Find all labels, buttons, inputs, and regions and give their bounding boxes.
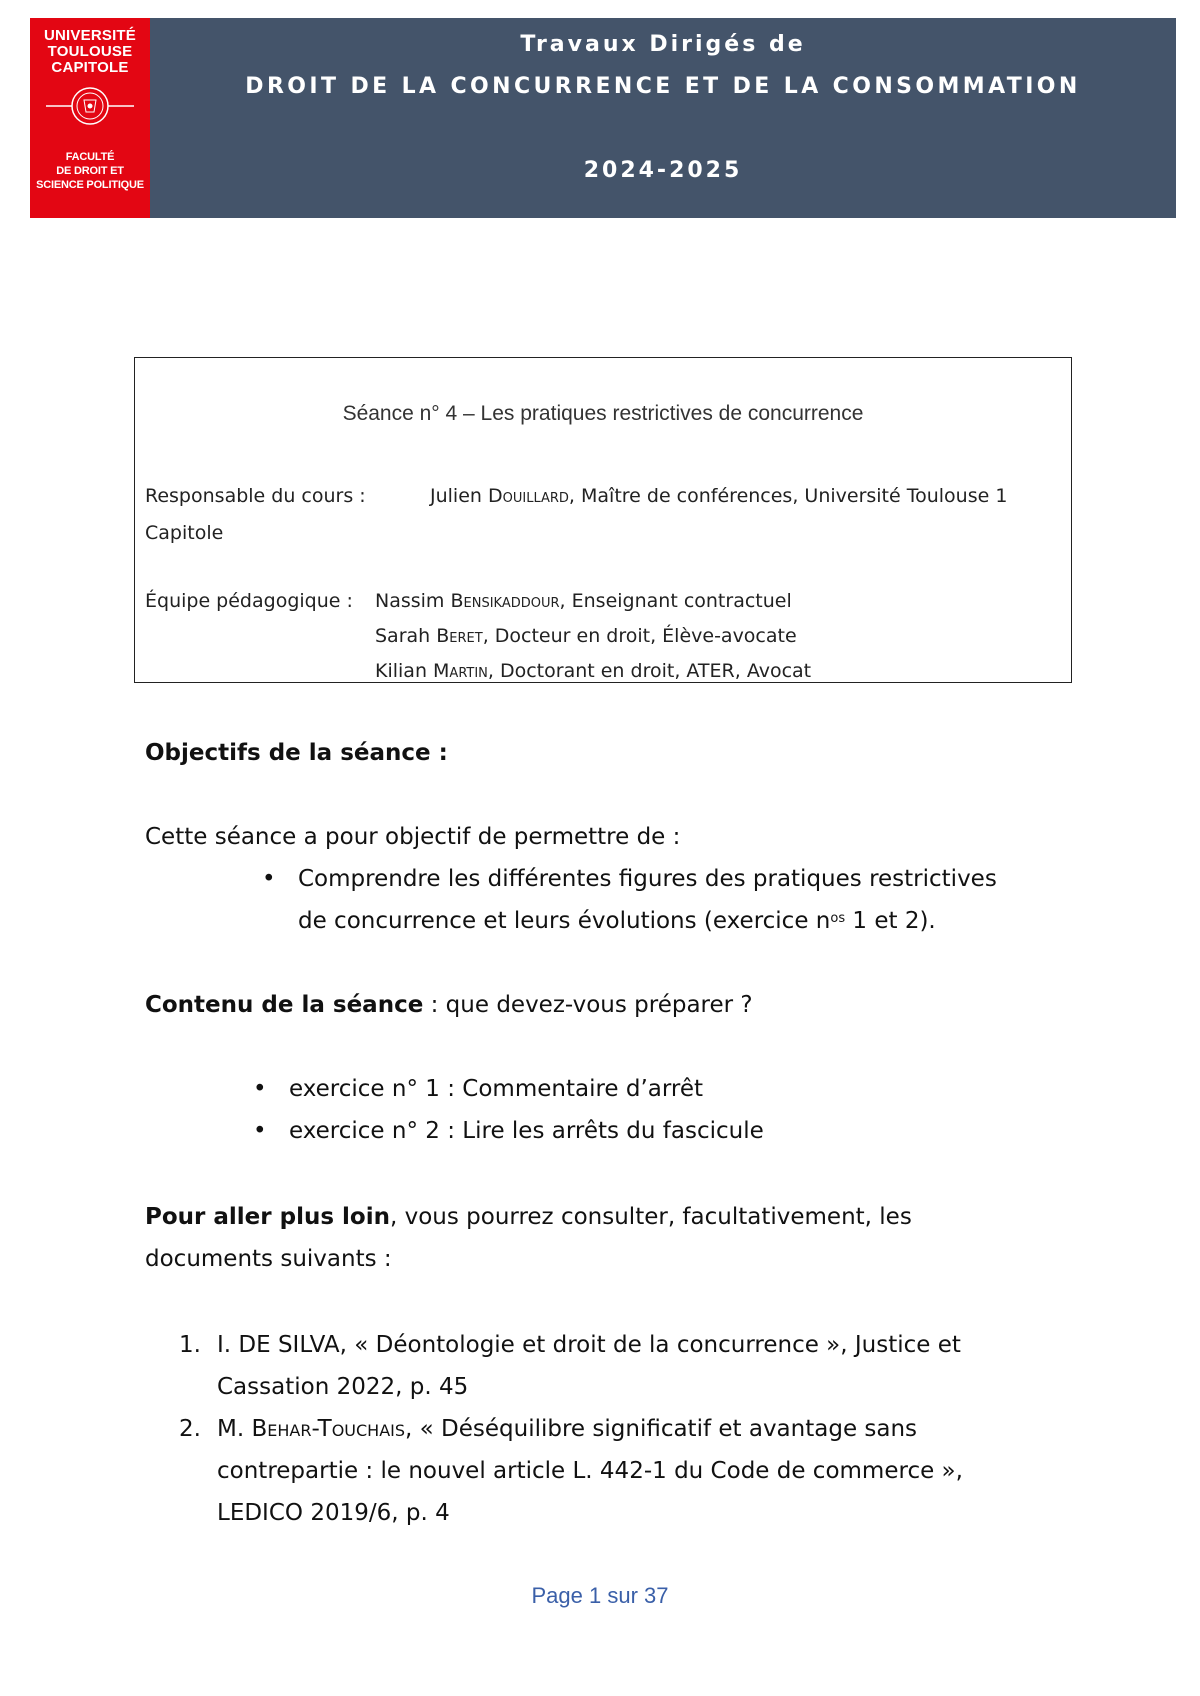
logo-university-line2: TOULOUSE <box>47 43 133 60</box>
seal-icon <box>36 84 144 128</box>
bullet-icon: • <box>253 1076 267 1102</box>
objectives-intro: Cette séance a pour objectif de permettre de : <box>145 824 681 850</box>
logo-faculty-line2: DE DROIT ET <box>56 165 124 177</box>
course-responsible <box>145 478 1055 552</box>
list-item: • exercice n° 2 : Lire les arrêts du fascicule <box>289 1110 764 1152</box>
header-year: 2024-2025 <box>583 158 743 183</box>
references-list <box>179 1324 963 1534</box>
team-label: Équipe pédagogique : <box>145 590 353 612</box>
content-list <box>253 1068 764 1152</box>
header-course-title: DROIT DE LA CONCURRENCE ET DE LA CONSOMMATION <box>245 74 1081 99</box>
bullet-icon: • <box>253 1118 267 1144</box>
header-title <box>150 18 1176 218</box>
responsible-role: , Maître de conférences, Université Toulouse 1 <box>568 485 1008 507</box>
list-item: 1. I. DE SILVA, « Déontologie et droit de la concurrence », Justice et Cassation 2022, p. 45 <box>179 1332 961 1400</box>
logo-university-line1: UNIVERSITÉ <box>43 27 136 44</box>
university-logo <box>30 18 150 218</box>
list-item: • Comprendre les différentes figures des pratiques restrictives de concurrence et leurs évolutions (exercice $n^{os}$ 1 et 2). <box>298 858 997 942</box>
logo-faculty-line3: SCIENCE POLITIQUE <box>36 179 144 191</box>
list-item: 2. M. Behar-Touchais, « Déséquilibre significatif et avantage sans contrepartie : le nouvel article L. 442-1 du Code de commerce », LEDICO 2019/6, p. 4 <box>179 1416 963 1526</box>
responsible-first-name: Julien <box>430 485 488 507</box>
list-item: • exercice n° 1 : Commentaire d’arrêt <box>289 1068 764 1110</box>
objectives-heading: Objectifs de la séance : <box>145 740 448 766</box>
content-heading: Contenu de la séance : que devez-vous préparer ? <box>145 992 753 1018</box>
session-title: Séance n° 4 – Les pratiques restrictives de concurrence <box>342 402 864 425</box>
session-info-box <box>134 357 1072 683</box>
page-number: Page 1 sur 37 <box>531 1583 669 1608</box>
responsible-role-cont: Capitole <box>145 522 224 544</box>
team-member: Kilian Martin, Doctorant en droit, ATER, Avocat <box>375 660 812 682</box>
team-member: Nassim Bensikaddour, Enseignant contractuel <box>375 590 792 612</box>
team-member: Sarah Beret, Docteur en droit, Élève-avocate <box>375 625 797 647</box>
further-reading-intro: Pour aller plus loin, vous pourrez consulter, facultativement, les documents suivants : <box>145 1204 912 1272</box>
logo-faculty-line1: FACULTÉ <box>65 151 115 163</box>
bullet-icon: • <box>262 866 276 892</box>
objectives-list <box>262 858 997 942</box>
header-line1: Travaux Dirigés de <box>520 32 806 57</box>
logo-university-line3: CAPITOLE <box>51 59 129 76</box>
responsible-last-name: Douillard <box>487 485 569 507</box>
responsible-label: Responsable du cours : <box>145 485 366 507</box>
